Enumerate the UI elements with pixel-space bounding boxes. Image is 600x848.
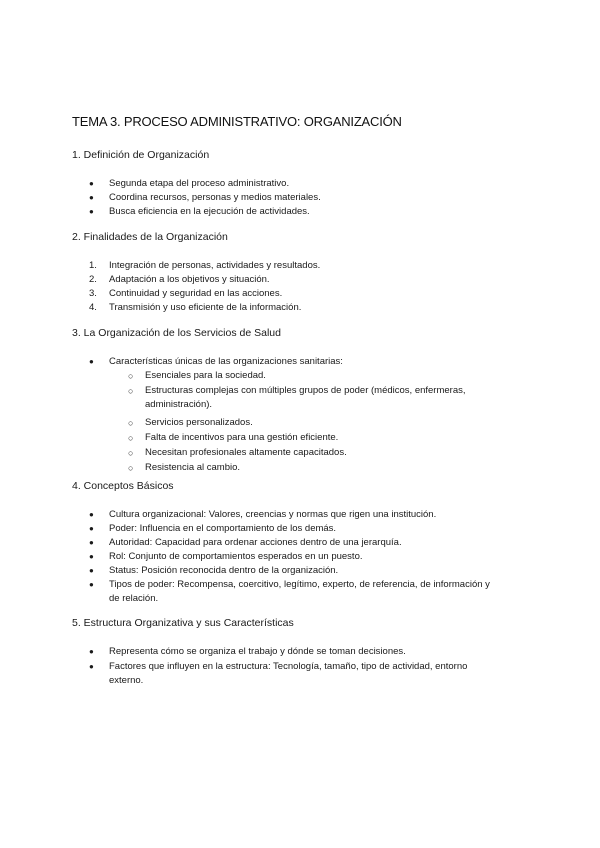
bullet-icon: ● [89, 510, 94, 519]
section-4-heading: 4. Conceptos Básicos [72, 480, 174, 492]
sub-list-item: ○ Falta de incentivos para una gestión eficiente. [128, 432, 339, 443]
section-1-list [0, 177, 600, 219]
list-number: 4. [89, 302, 97, 313]
section-4-list [0, 508, 600, 606]
list-item: 4. Transmisión y uso eficiente de la información. [89, 302, 302, 313]
page-title: TEMA 3. PROCESO ADMINISTRATIVO: ORGANIZACIÓN [72, 114, 402, 129]
circle-bullet-icon: ○ [128, 371, 134, 381]
list-item: ● Busca eficiencia en la ejecución de actividades. [89, 206, 310, 217]
bullet-icon: ● [89, 179, 94, 188]
list-item: ● Factores que influyen en la estructura: Tecnología, tamaño, tipo de actividad, entorno externo. [89, 661, 468, 686]
sub-list-item: ○ Estructuras complejas con múltiples grupos de poder (médicos, enfermeras, administración). [128, 385, 466, 410]
list-item: ● Poder: Influencia en el comportamiento de los demás. [89, 523, 337, 534]
circle-bullet-icon: ○ [128, 463, 134, 473]
bullet-icon: ● [89, 566, 94, 575]
sub-list-item: ○ Resistencia al cambio. [128, 462, 241, 473]
circle-bullet-icon: ○ [128, 433, 134, 443]
section-5-heading: 5. Estructura Organizativa y sus Características [72, 617, 294, 629]
list-item: ● Status: Posición reconocida dentro de la organización. [89, 565, 339, 576]
section-3-list [0, 355, 600, 369]
sub-list-item: ○ Esenciales para la sociedad. [128, 370, 266, 381]
sub-list-item: ○ Servicios personalizados. [128, 417, 253, 428]
section-2-heading: 2. Finalidades de la Organización [72, 231, 228, 243]
circle-bullet-icon: ○ [128, 418, 134, 428]
list-number: 1. [89, 260, 97, 271]
bullet-icon: ● [89, 647, 94, 656]
list-item: ● Representa cómo se organiza el trabajo y dónde se toman decisiones. [89, 646, 406, 657]
section-5-list [0, 645, 600, 688]
bullet-icon: ● [89, 552, 94, 561]
section-3-sublist [0, 369, 600, 475]
list-item: ● Tipos de poder: Recompensa, coercitivo, legítimo, experto, de referencia, de información y de relación. [89, 579, 490, 604]
bullet-icon: ● [89, 538, 94, 547]
list-number: 3. [89, 288, 97, 299]
section-3-heading: 3. La Organización de los Servicios de Salud [72, 327, 281, 339]
list-item: 3. Continuidad y seguridad en las acciones. [89, 288, 283, 299]
bullet-icon: ● [89, 193, 94, 202]
list-item: 1. Integración de personas, actividades y resultados. [89, 260, 321, 271]
bullet-icon: ● [89, 662, 94, 671]
list-item: ● Autoridad: Capacidad para ordenar acciones dentro de una jerarquía. [89, 537, 402, 548]
bullet-icon: ● [89, 580, 94, 589]
section-2-list [0, 259, 600, 315]
sub-list-item: ○ Necesitan profesionales altamente capacitados. [128, 447, 347, 458]
section-1-heading: 1. Definición de Organización [72, 149, 210, 161]
circle-bullet-icon: ○ [128, 386, 134, 396]
bullet-icon: ● [89, 524, 94, 533]
list-item: 2. Adaptación a los objetivos y situación. [89, 274, 270, 285]
bullet-icon: ● [89, 207, 94, 216]
list-number: 2. [89, 274, 97, 285]
list-item: ● Cultura organizacional: Valores, creencias y normas que rigen una institución. [89, 509, 437, 520]
bullet-icon: ● [89, 357, 94, 366]
circle-bullet-icon: ○ [128, 448, 134, 458]
list-item: ● Rol: Conjunto de comportamientos esperados en un puesto. [89, 551, 363, 562]
list-item: ● Coordina recursos, personas y medios materiales. [89, 192, 321, 203]
list-item: ● Segunda etapa del proceso administrativo. [89, 178, 290, 189]
list-item: ● Características únicas de las organizaciones sanitarias: [89, 356, 343, 367]
